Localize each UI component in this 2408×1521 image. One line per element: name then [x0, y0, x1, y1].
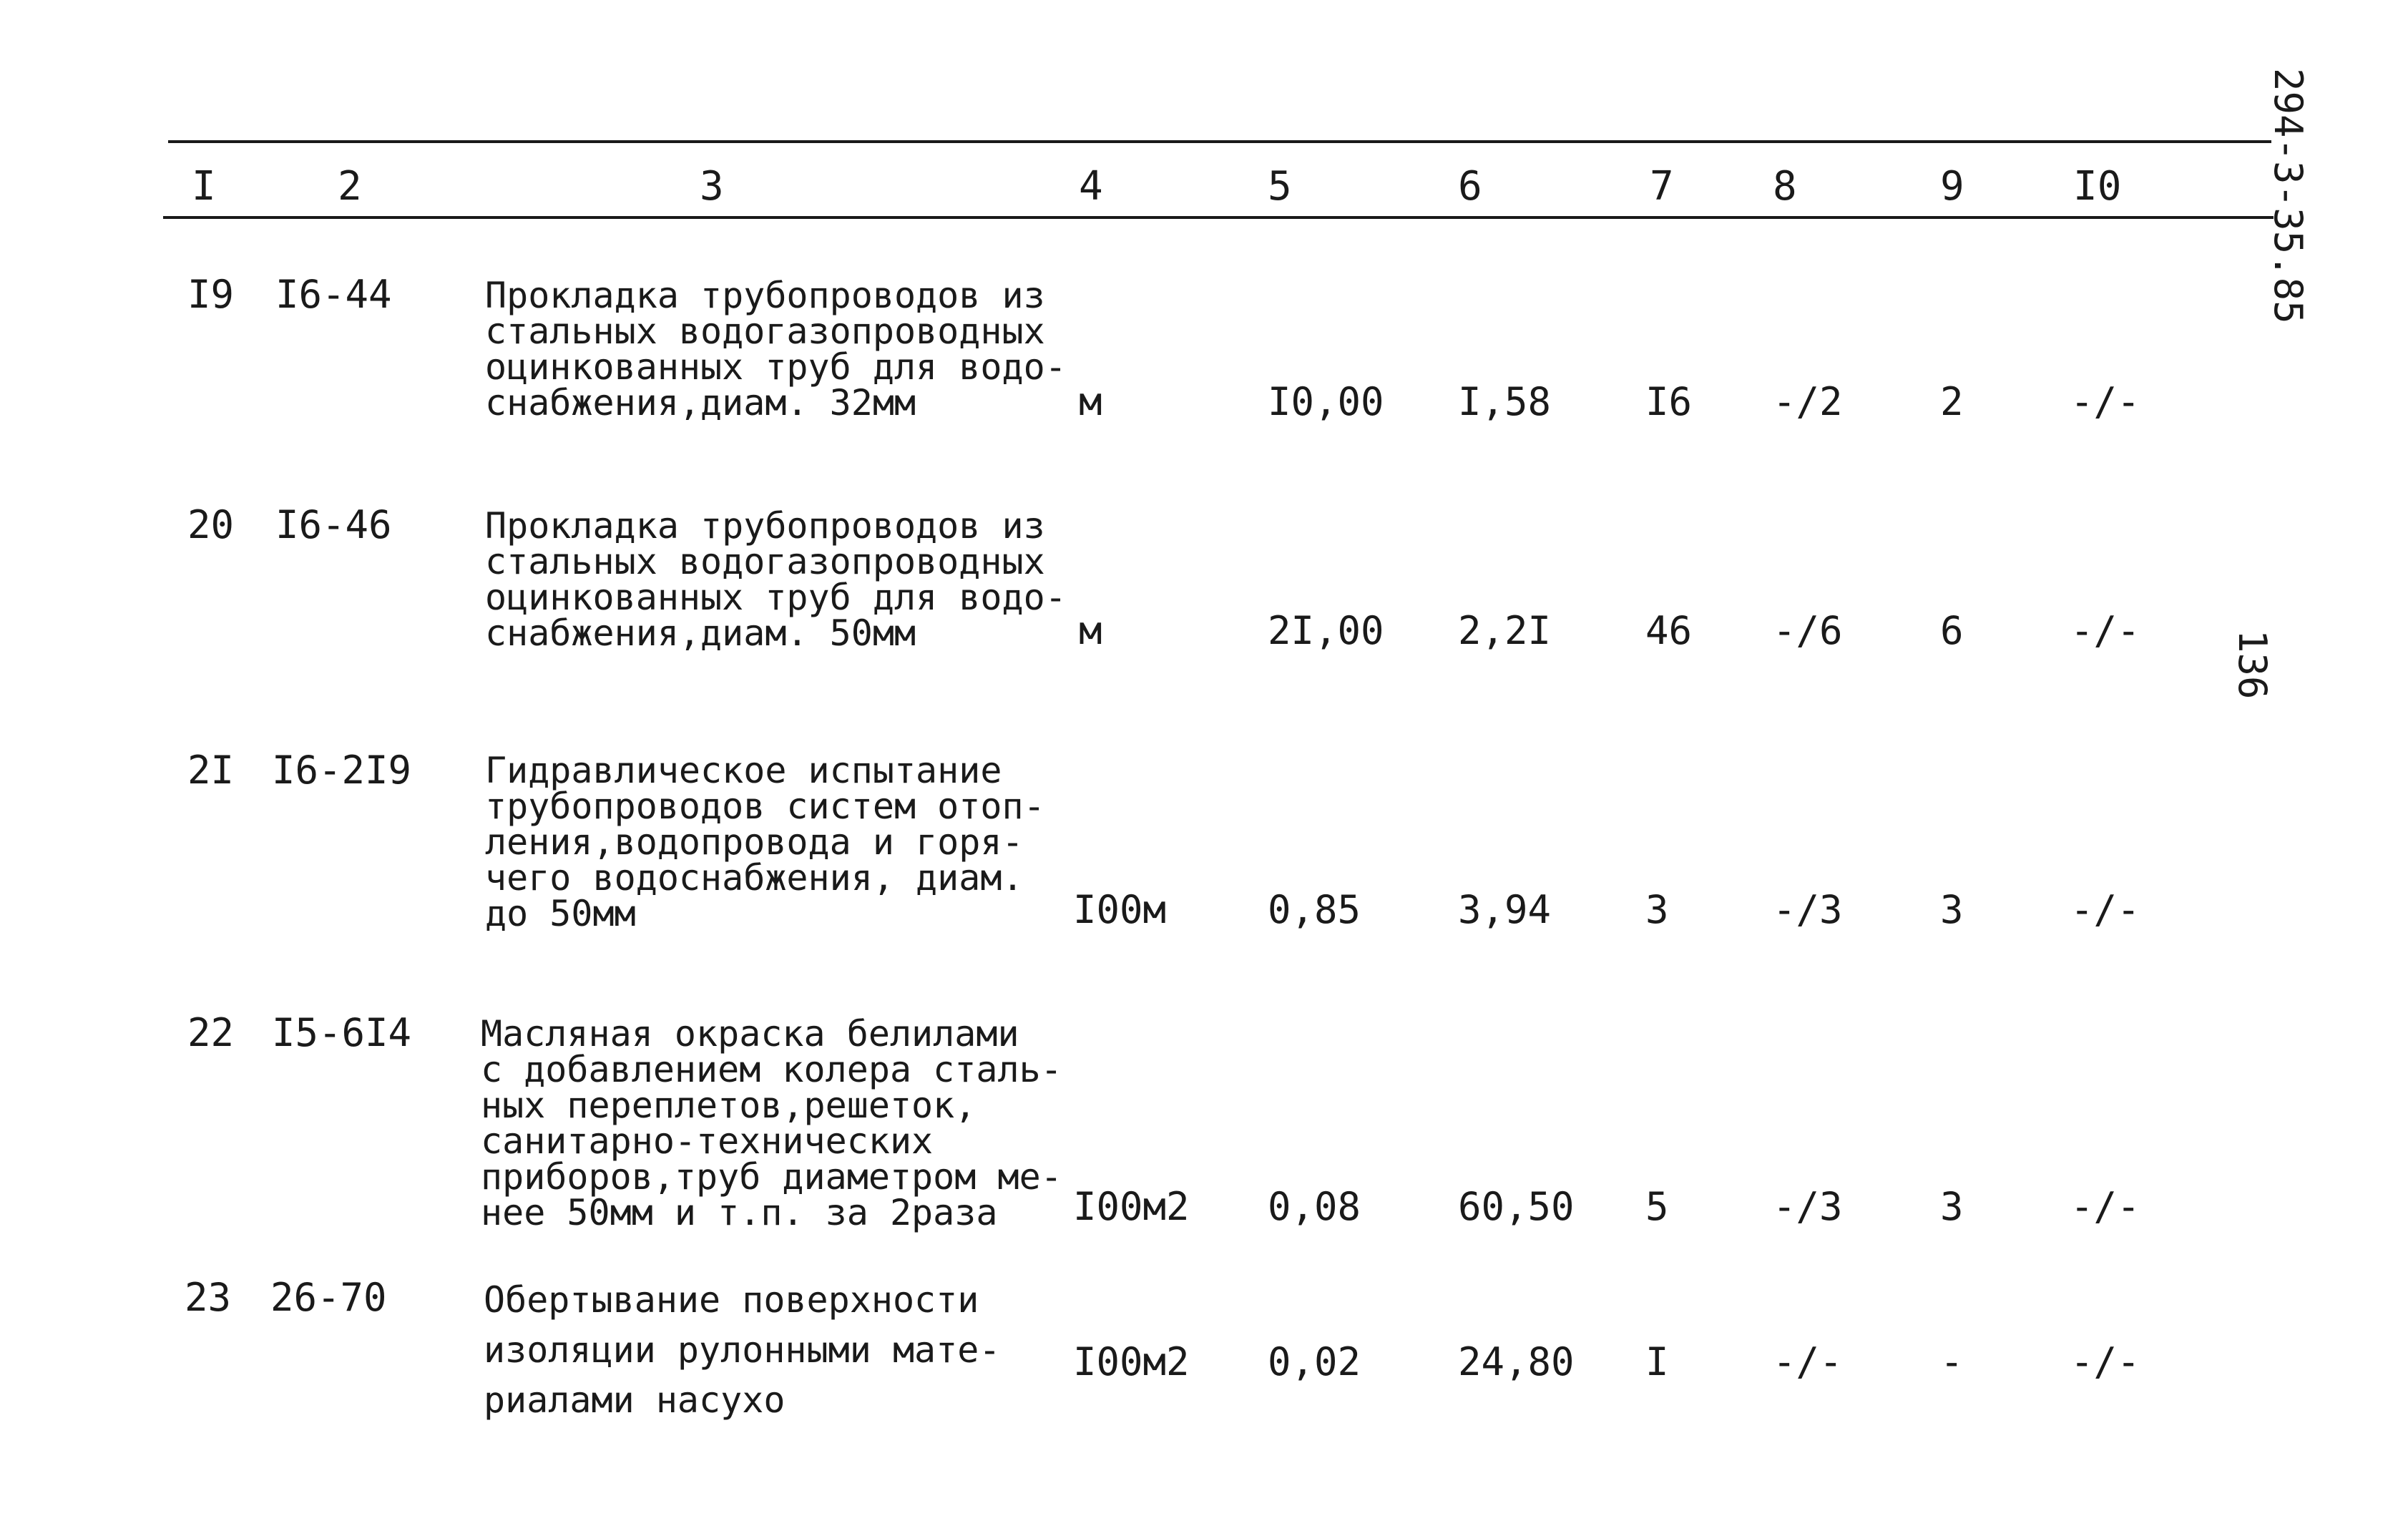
row-number: 23 [185, 1275, 232, 1320]
unit-price: 2,2I [1458, 608, 1552, 653]
col-header-2: 2 [338, 163, 362, 210]
col9-value: - [1940, 1339, 1964, 1384]
col7-value: 3 [1645, 887, 1669, 932]
col10-value: -/- [2070, 1184, 2140, 1229]
unit: I00м2 [1073, 1339, 1190, 1384]
unit: м [1079, 379, 1102, 424]
row-number: 2I [187, 748, 235, 793]
col-header-6: 6 [1458, 163, 1482, 210]
norm-code: 26-70 [270, 1275, 387, 1320]
quantity: 0,02 [1268, 1339, 1361, 1384]
unit-price: 60,50 [1458, 1184, 1575, 1229]
quantity: I0,00 [1268, 379, 1384, 424]
quantity: 0,08 [1268, 1184, 1361, 1229]
col10-value: -/- [2070, 379, 2140, 424]
work-description: Масляная окраска белилами с добавлением колера сталь- ных переплетов,решеток, санитарно-технических приборов,труб диаметром ме- нее 50мм и т.п. за 2раза [481, 1013, 1062, 1233]
unit-price: I,58 [1458, 379, 1552, 424]
col9-value: 2 [1940, 379, 1964, 424]
col9-value: 3 [1940, 887, 1964, 932]
col-header-4: 4 [1079, 163, 1103, 210]
unit-price: 3,94 [1458, 887, 1552, 932]
norm-code: I5-6I4 [272, 1010, 412, 1055]
col-header-1: I [192, 163, 216, 210]
norm-code: I6-2I9 [272, 748, 412, 793]
col7-value: I6 [1645, 379, 1693, 424]
work-description: Обертывание поверхности изоляции рулонными мате- риалами насухо [484, 1279, 1001, 1421]
row-number: 22 [187, 1010, 235, 1055]
col-header-5: 5 [1268, 163, 1292, 210]
col7-value: 5 [1645, 1184, 1669, 1229]
row-number: 20 [187, 502, 235, 547]
col-header-8: 8 [1773, 163, 1797, 210]
unit: I00м2 [1073, 1184, 1190, 1229]
unit-price: 24,80 [1458, 1339, 1575, 1384]
col8-value: -/3 [1773, 887, 1843, 932]
header-bottom-rule [163, 216, 2274, 219]
col8-value: -/6 [1773, 608, 1843, 653]
work-description: Прокладка трубопроводов из стальных водогазопроводных оцинкованных труб для водо- снабжения,диам. 32мм [485, 275, 1067, 424]
col10-value: -/- [2070, 608, 2140, 653]
col8-value: -/- [1773, 1339, 1843, 1384]
norm-code: I6-44 [275, 272, 392, 317]
col-header-3: 3 [700, 163, 724, 210]
unit: I00м [1073, 887, 1167, 932]
col9-value: 3 [1940, 1184, 1964, 1229]
col7-value: 46 [1645, 608, 1693, 653]
col-header-9: 9 [1940, 163, 1964, 210]
page-number: 136 [2230, 630, 2275, 700]
norm-code: I6-46 [275, 502, 392, 547]
col8-value: -/2 [1773, 379, 1843, 424]
work-description: Гидравлическое испытание трубопроводов систем отоп- ления,водопровода и горя- чего водоснабжения, диам. до 50мм [485, 750, 1045, 934]
col10-value: -/- [2070, 1339, 2140, 1384]
col7-value: I [1645, 1339, 1669, 1384]
col10-value: -/- [2070, 887, 2140, 932]
quantity: 2I,00 [1268, 608, 1384, 653]
row-number: I9 [187, 272, 235, 317]
unit: м [1079, 608, 1102, 653]
quantity: 0,85 [1268, 887, 1361, 932]
col-header-10: I0 [2073, 163, 2122, 210]
work-description: Прокладка трубопроводов из стальных водогазопроводных оцинкованных труб для водо- снабжения,диам. 50мм [485, 505, 1067, 654]
document-code: 294-3-35.85 [2266, 68, 2311, 324]
col-header-7: 7 [1650, 163, 1674, 210]
col8-value: -/3 [1773, 1184, 1843, 1229]
header-top-rule [168, 140, 2271, 143]
col9-value: 6 [1940, 608, 1964, 653]
